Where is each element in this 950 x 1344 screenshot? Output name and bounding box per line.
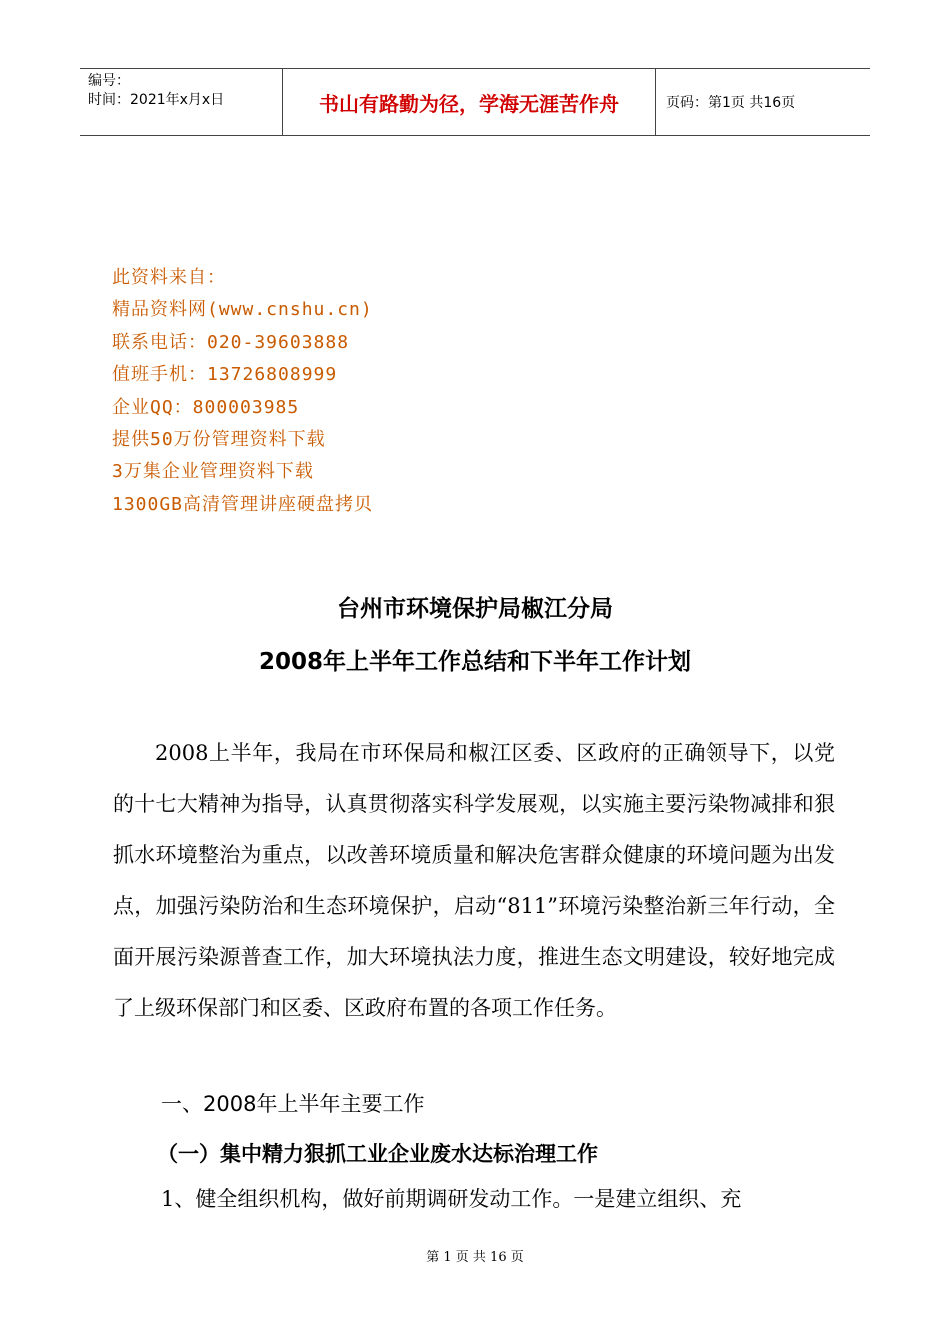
source-line: 3万集企业管理资料下载 [112,461,314,483]
document-number-label: 编号： [88,73,130,89]
intro-section [113,728,835,1034]
subsection1-heading: （一）集中精力狠抓工业企业废水达标治理工作 [157,1142,598,1166]
document-title-line1: 台州市环境保护局椒江分局 [337,596,613,622]
source-info-block [112,262,373,521]
source-line: 此资料来自： [112,267,226,288]
intro-paragraph: 2008上半年，我局在市环保局和椒江区委、区政府的正确领导下，以党的十七大精神为指导，认真贯彻落实科学发展观，以实施主要污染物减排和狠抓水环境整治为重点，以改善环境质量和解决危害群众健康的环境问题为出发点，加强污染防治和生态环境保护，启动“811”环境污染整治新三年行动，全面开展污染源普查工作，加大环境执法力度，推进生态文明建设，较好地完成了上级环保部门和区委、区政府布置的各项工作任务。 [113,741,835,1020]
source-line: 值班手机：13726808999 [112,364,338,386]
source-line: 企业QQ：800003985 [112,396,300,418]
section1-heading: 一、2008年上半年主要工作 [161,1092,425,1116]
page-header [80,68,870,136]
header-page-info: 页码：第1页 共16页 [666,95,796,111]
source-line: 联系电话：020-39603888 [112,331,350,353]
source-line: 提供50万份管理资料下载 [112,429,326,451]
document-date-label: 时间：2021年x月x日 [88,92,225,108]
source-line: 精品资料网(www.cnshu.cn) [112,299,373,321]
header-left-cell [80,69,282,135]
document-title-line2: 2008年上半年工作总结和下半年工作计划 [258,649,691,675]
header-motto: 书山有路勤为径，学海无涯苦作舟 [282,69,656,135]
item1-paragraph: 1、健全组织机构，做好前期调研发动工作。一是建立组织、充 [161,1187,742,1211]
page-footer: 第 1 页 共 16 页 [426,1250,524,1265]
source-line: 1300GB高清管理讲座硬盘拷贝 [112,493,374,515]
